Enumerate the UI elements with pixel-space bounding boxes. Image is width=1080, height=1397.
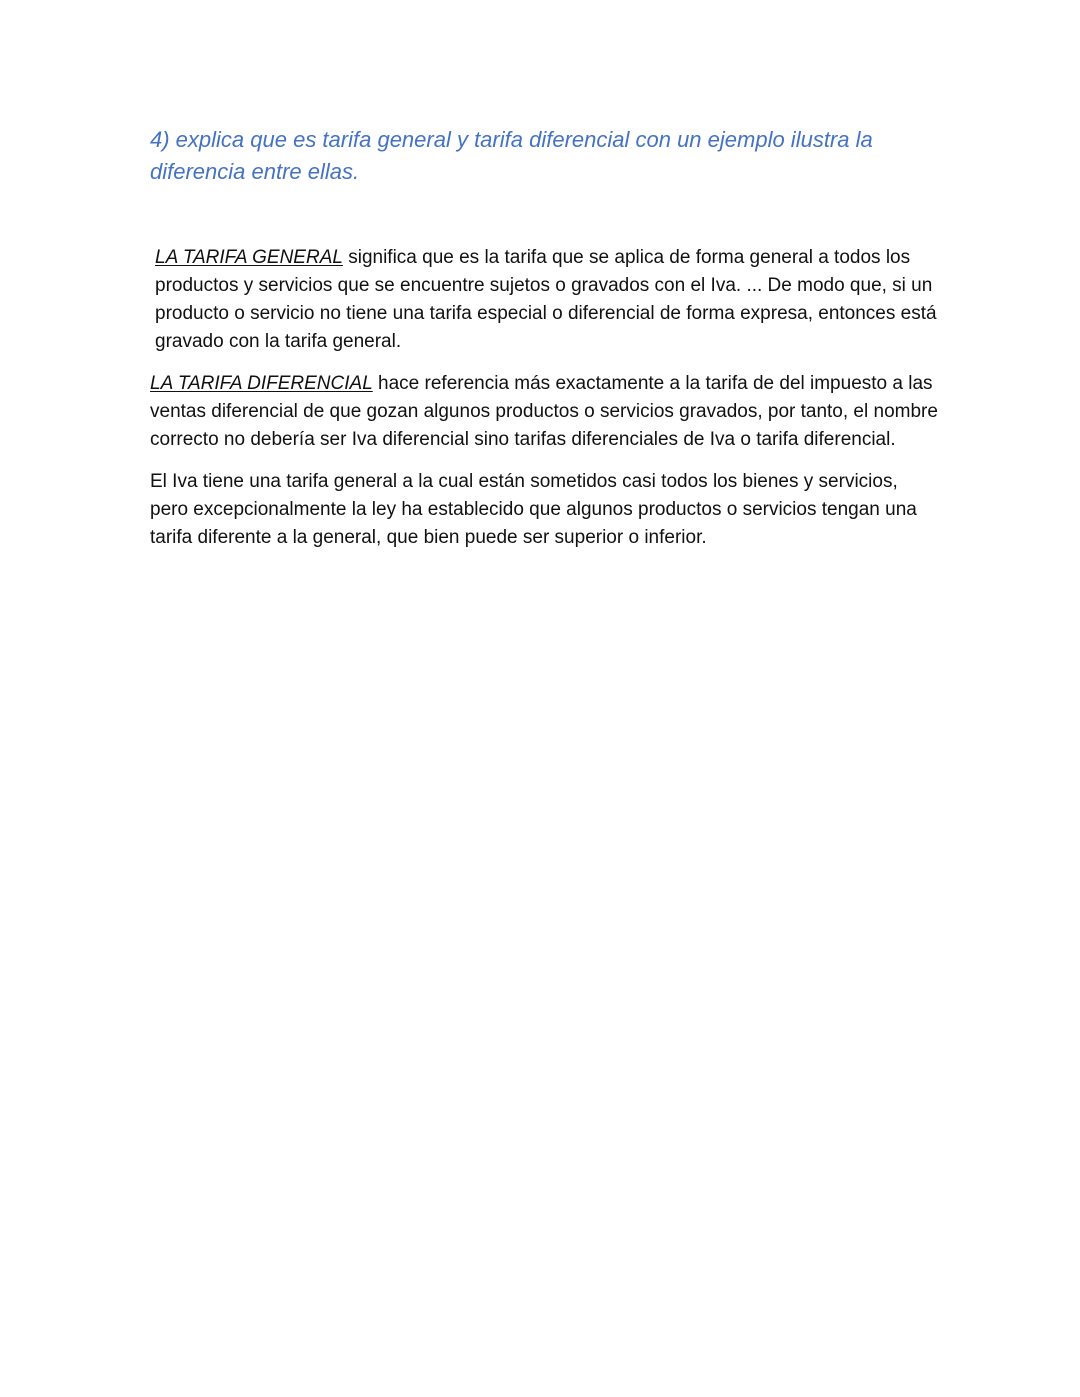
paragraph-tarifa-diferencial-text: hace referencia más exactamente a la tarifa de del impuesto a las ventas diferencial de que gozan algunos productos o servicios gravados, por tanto, el nombre correcto no debería ser Iva diferencial sino tarifas diferenciales de Iva o tarifa diferencial. <box>150 373 938 450</box>
term-tarifa-diferencial: LA TARIFA DIFERENCIAL <box>150 373 373 394</box>
paragraph-tarifa-general <box>150 244 940 356</box>
paragraph-tarifa-general-text: significa que es la tarifa que se aplica de forma general a todos los productos y servicios que se encuentre sujetos o gravados con el Iva. ... De modo que, si un producto o servicio no tiene una tarifa especial o diferencial de forma expresa, entonces está gravado con la tarifa general. <box>155 247 937 352</box>
paragraph-tarifa-diferencial <box>150 370 940 454</box>
document-content <box>150 124 940 552</box>
question-heading: 4) explica que es tarifa general y tarifa diferencial con un ejemplo ilustra la diferencia entre ellas. <box>150 127 873 184</box>
term-tarifa-general: LA TARIFA GENERAL <box>155 247 343 268</box>
paragraph-iva-explanation: El Iva tiene una tarifa general a la cual están sometidos casi todos los bienes y servicios, pero excepcionalmente la ley ha establecido que algunos productos o servicios tengan una tarifa diferente a la general, que bien puede ser superior o inferior. <box>150 471 917 548</box>
